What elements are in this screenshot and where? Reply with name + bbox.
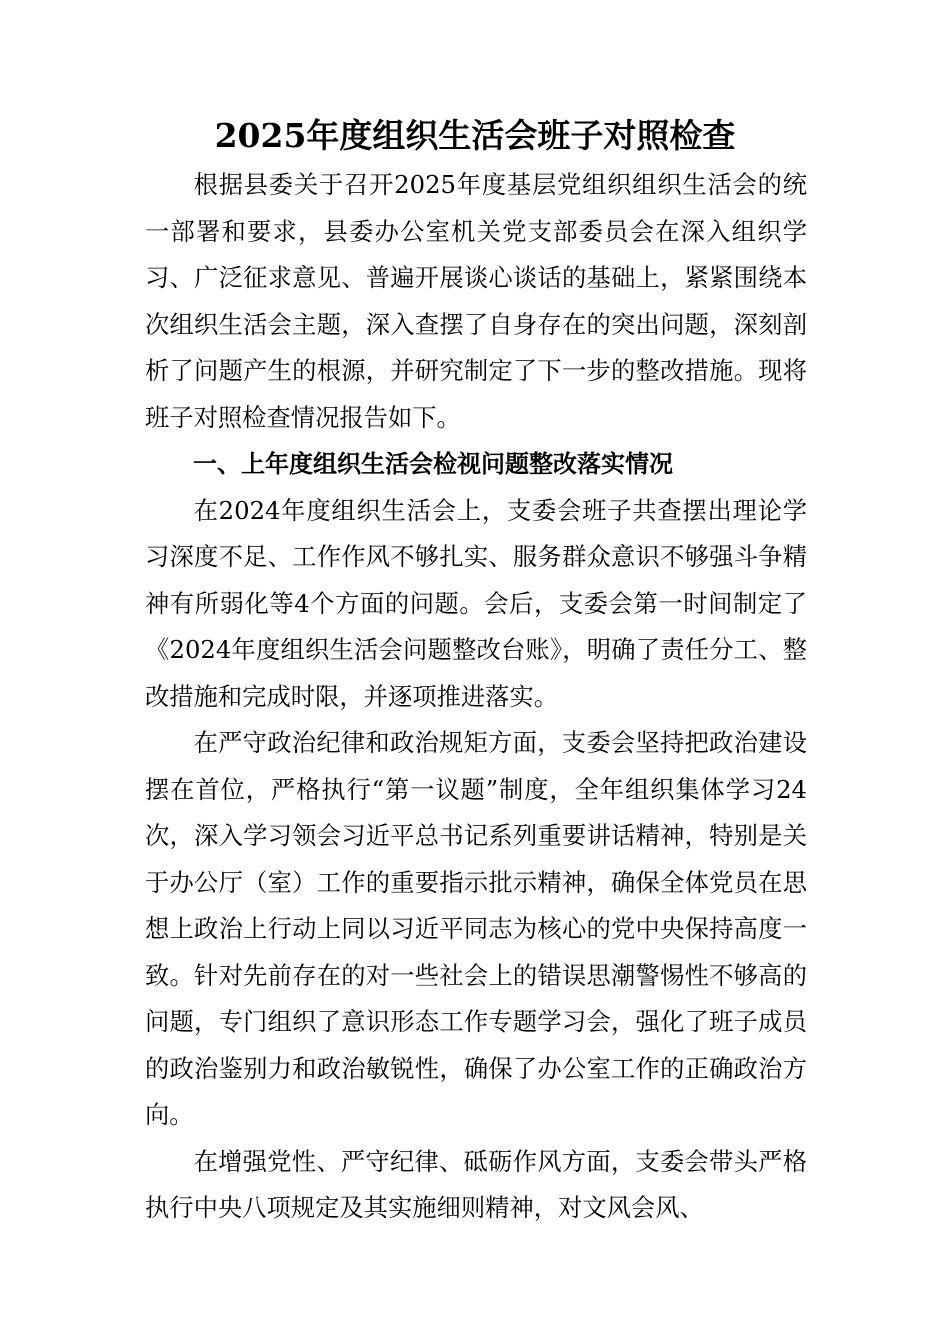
intro-paragraph: 根据县委关于召开2025年度基层党组织组织生活会的统一部署和要求，县委办公室机关党支部委员会在深入组织学习、广泛征求意见、普遍开展谈心谈话的基础上，紧紧围绕本次组织生活会主题，深入查摆了自身存在的突出问题，深刻剖析了问题产生的根源，并研究制定了下一步的整改措施。现将班子对照检查情况报告如下。 [145,170,807,432]
document-body [145,162,807,1232]
paragraph-political-discipline: 在严守政治纪律和政治规矩方面，支委会坚持把政治建设摆在首位，严格执行“第一议题”制度，全年组织集体学习24次，深入学习领会习近平总书记系列重要讲话精神，特别是关于办公厅（室）工作的重要指示批示精神，确保全体党员在思想上政治上行动上同以习近平同志为核心的党中央保持高度一致。针对先前存在的对一些社会上的错误思潮警惕性不够高的问题，专门组织了意识形态工作专题学习会，强化了班子成员的政治鉴别力和政治敏锐性，确保了办公室工作的正确政治方向。 [145,728,807,1129]
paragraph-party-spirit: 在增强党性、严守纪律、砥砺作风方面，支委会带头严格执行中央八项规定及其实施细则精神，对文风会风、 [145,1146,807,1222]
section-heading: 一、上年度组织生活会检视问题整改落实情况 [193,450,673,478]
paragraph-rectification-overview: 在2024年度组织生活会上，支委会班子共查摆出理论学习深度不足、工作作风不够扎实、服务群众意识不够强斗争精神有所弱化等4个方面的问题。会后，支委会第一时间制定了《2024年度组织生活会问题整改台账》，明确了责任分工、整改措施和完成时限，并逐项推进落实。 [145,495,807,711]
document-title: 2025年度组织生活会班子对照检查 [214,116,736,155]
